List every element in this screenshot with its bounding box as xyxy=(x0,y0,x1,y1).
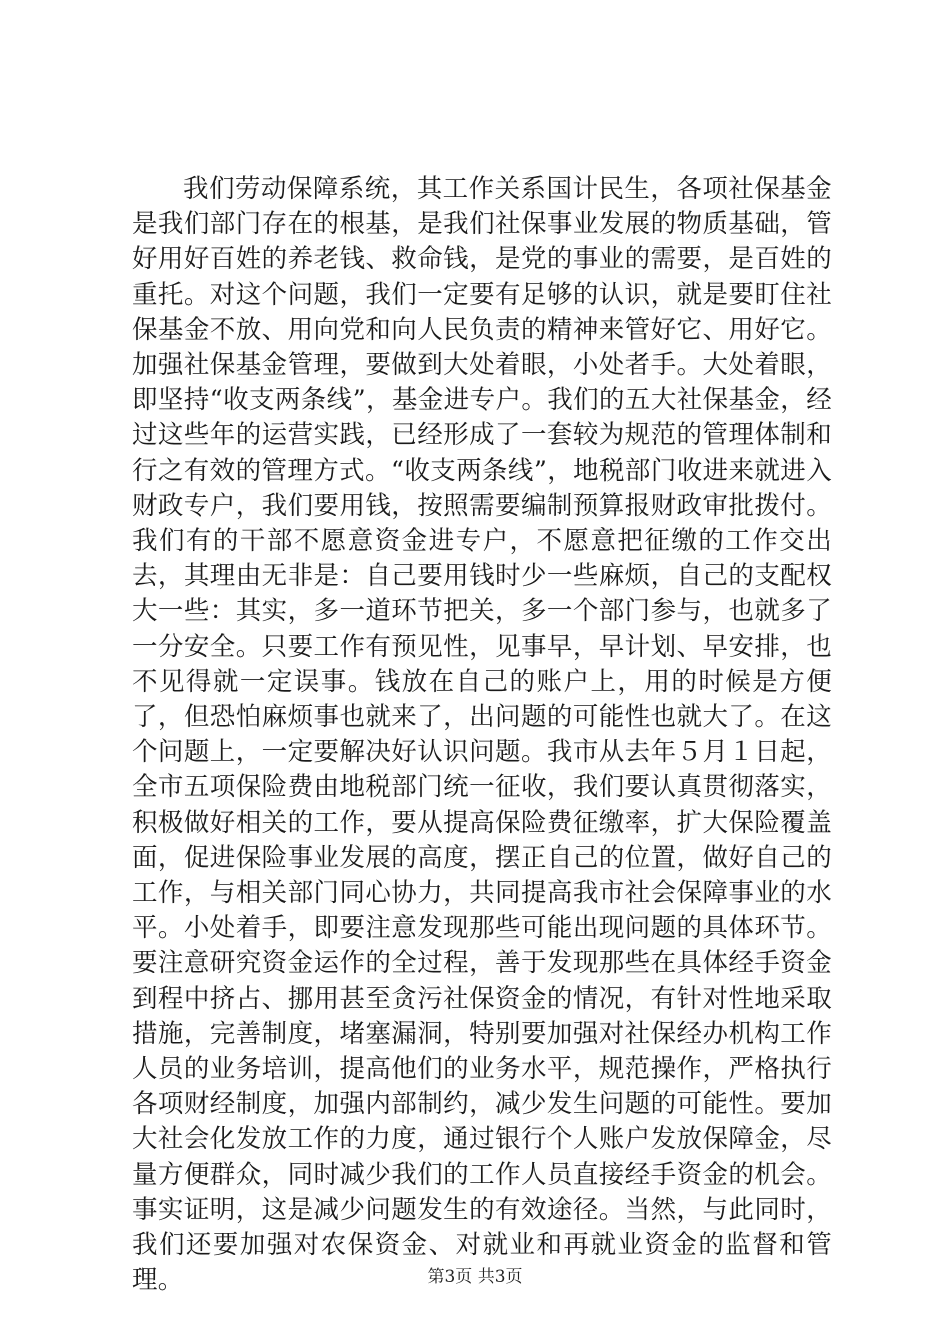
page-footer: 第3页 共3页 xyxy=(427,1267,523,1287)
body-paragraph: 我们劳动保障系统，其工作关系国计民生，各项社保基金是我们部门存在的根基，是我们社保事业发展的物质基础，管好用好百姓的养老钱、救命钱，是党的事业的需要，是百姓的重托。对这个问题，我们一定要有足够的认识，就是要盯住社保基金不放、用向党和向人民负责的精神来管好它、用好它。加强社保基金管理，要做到大处着眼，小处者手。大处着眼，即坚持“收支两条线”，基金进专户。我们的五大社保基金，经过这些年的运营实践，已经形成了一套较为规范的管理体制和行之有效的管理方式。“收支两条线”，地税部门收进来就进入财政专户，我们要用钱，按照需要编制预算报财政审批拨付。我们有的干部不愿意资金进专户，不愿意把征缴的工作交出去，其理由无非是：自己要用钱时少一些麻烦，自己的支配权大一些：其实，多一道环节把关，多一个部门参与，也就多了一分安全。只要工作有预见性，见事早，早计划、早安排，也不见得就一定误事。钱放在自己的账户上，用的时候是方便了，但恐怕麻烦事也就来了，出问题的可能性也就大了。在这个问题上，一定要解决好认识问题。我市从去年５月１日起，全市五项保险费由地税部门统一征收，我们要认真贯彻落实，积极做好相关的工作，要从提高保险费征缴率，扩大保险覆盖面，促进保险事业发展的高度，摆正自己的位置，做好自己的工作，与相关部门同心协力，共同提高我市社会保障事业的水平。小处着手，即要注意发现那些可能出现问题的具体环节。要注意研究资金运作的全过程，善于发现那些在具体经手资金到程中挤占、挪用甚至贪污社保资金的情况，有针对性地采取措施，完善制度，堵塞漏洞，特别要加强对社保经办机构工作人员的业务培训，提高他们的业务水平，规范操作，严格执行各项财经制度，加强内部制约，减少发生问题的可能性。要加大社会化发放工作的力度，通过银行个人账户发放保障金，尽量方便群众，同时减少我们的工作人员直接经手资金的机会。事实证明，这是减少问题发生的有效途径。当然，与此同时，我们还要加强对农保资金、对就业和再就业资金的监督和管理。 xyxy=(132,174,832,1296)
